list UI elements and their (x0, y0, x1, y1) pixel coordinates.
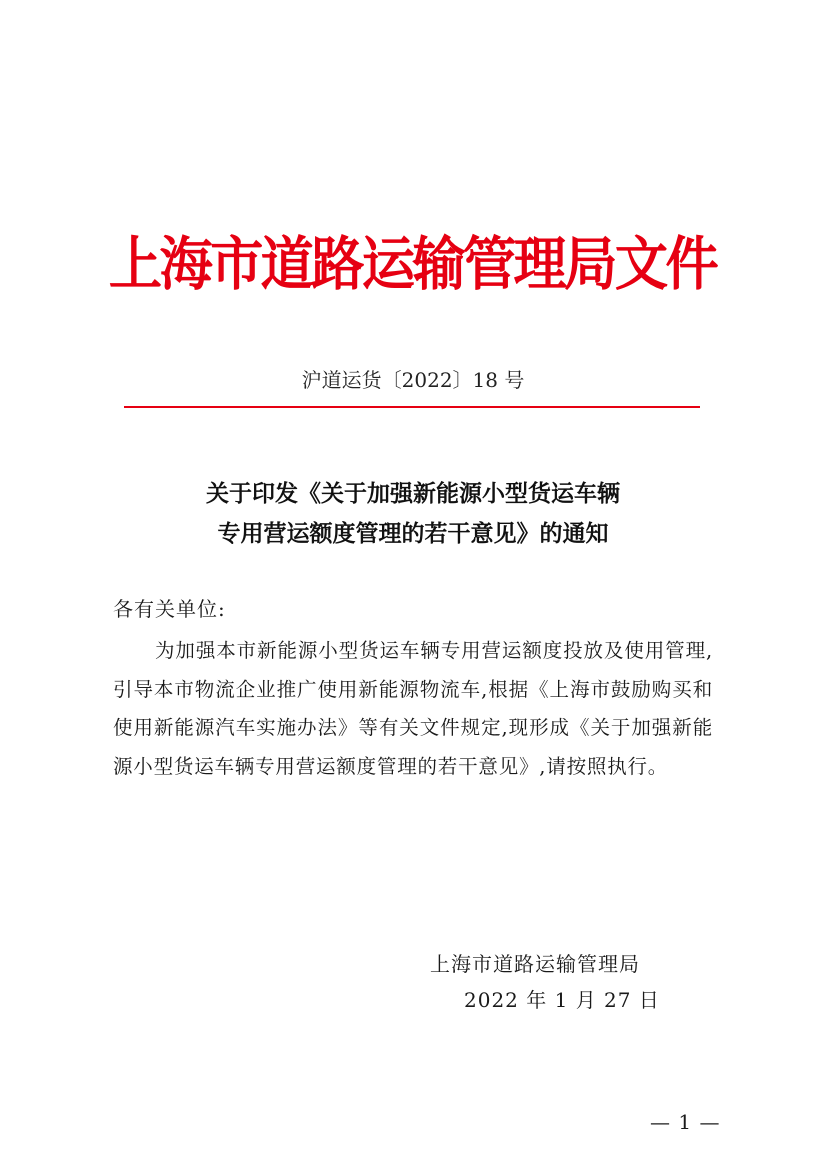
issue-date: 2022 年 1 月 27 日 (464, 988, 660, 1012)
document-title-line-1: 关于印发《关于加强新能源小型货运车辆 (206, 481, 620, 507)
page-number: — 1 — (650, 1110, 721, 1134)
masthead-title: 上海市道路运输管理局文件 (108, 230, 716, 298)
document-title-line-2: 专用营运额度管理的若干意见》的通知 (217, 521, 609, 547)
document-number: 沪道运货〔2022〕18 号 (301, 368, 525, 392)
signature-block (430, 946, 670, 1018)
document-title (0, 474, 826, 554)
salutation: 各有关单位: (113, 597, 226, 621)
issuer-name: 上海市道路运输管理局 (430, 952, 640, 976)
body-paragraph: 为加强本市新能源小型货运车辆专用营运额度投放及使用管理,引导本市物流企业推广使用新能源物流车,根据《上海市鼓励购买和使用新能源汽车实施办法》等有关文件规定,现形成《关于加强新能源小型货运车辆专用营运额度管理的若干意见》,请按照执行。 (113, 639, 713, 778)
red-separator-line (124, 406, 700, 408)
